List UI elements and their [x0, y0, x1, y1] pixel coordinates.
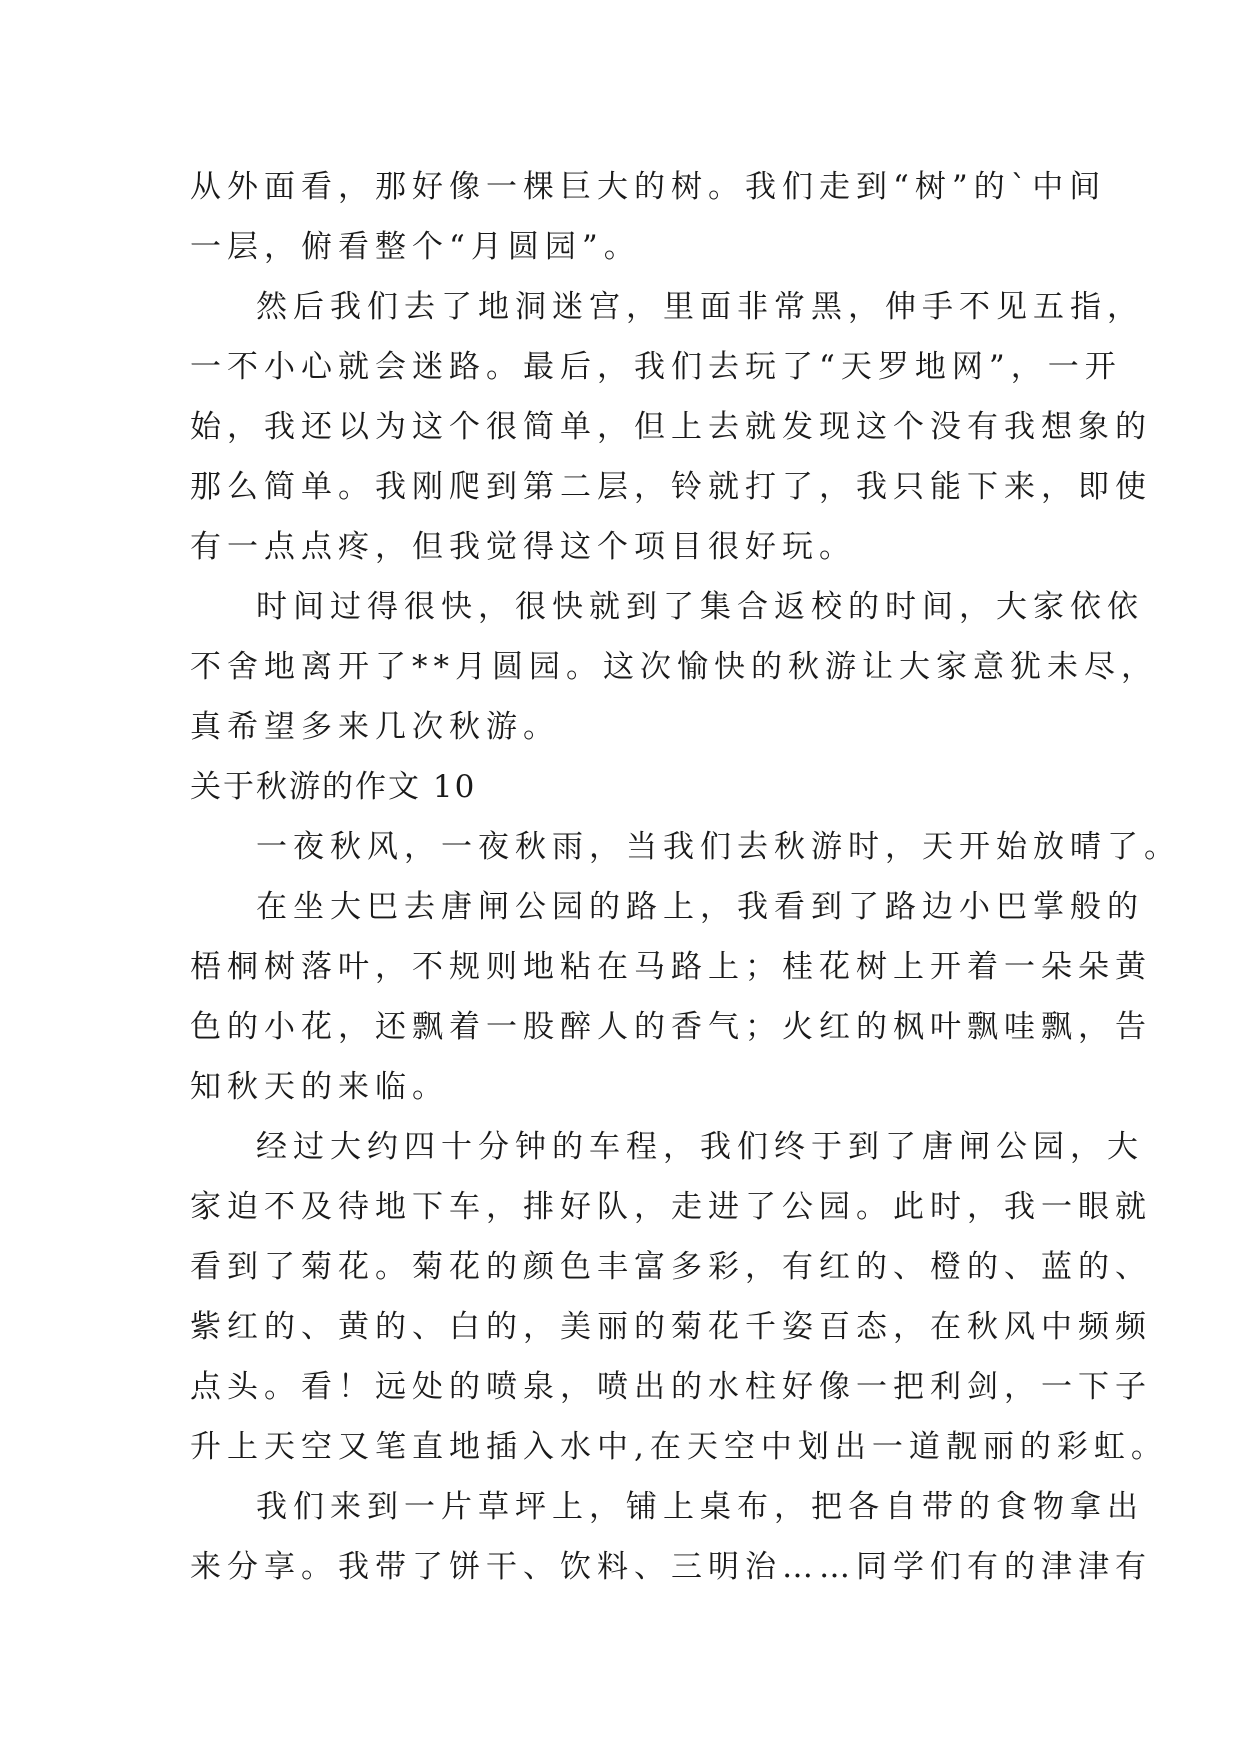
- text-line: 家迫不及待地下车，排好队，走进了公园。此时，我一眼就: [190, 1189, 1152, 1225]
- text-line: 不舍地离开了**月圆园。这次愉快的秋游让大家意犹未尽，: [190, 649, 1158, 685]
- text-line: 点头。看！远处的喷泉，喷出的水柱好像一把利剑，一下子: [190, 1369, 1152, 1405]
- text-line: 来分享。我带了饼干、饮料、三明治……同学们有的津津有: [190, 1549, 1152, 1585]
- text-line: 然后我们去了地洞迷宫，里面非常黑，伸手不见五指，: [256, 289, 1144, 325]
- text-line: 时间过得很快，很快就到了集合返校的时间，大家依依: [256, 589, 1144, 625]
- text-line: 看到了菊花。菊花的颜色丰富多彩，有红的、橙的、蓝的、: [190, 1249, 1152, 1285]
- text-line: 一层，俯看整个“月圆园”。: [190, 229, 641, 265]
- text-line: 从外面看，那好像一棵巨大的树。我们走到“树”的`中间: [190, 169, 1107, 205]
- text-line: 我们来到一片草坪上，铺上桌布，把各自带的食物拿出: [256, 1489, 1144, 1525]
- text-line: 有一点点疼，但我觉得这个项目很好玩。: [190, 529, 856, 565]
- text-line: 始，我还以为这个很简单，但上去就发现这个没有我想象的: [190, 409, 1152, 445]
- essay-body: [190, 157, 1181, 1597]
- text-line: 在坐大巴去唐闸公园的路上，我看到了路边小巴掌般的: [256, 889, 1144, 925]
- text-line: 紫红的、黄的、白的，美丽的菊花千姿百态，在秋风中频频: [190, 1309, 1152, 1345]
- text-line: 一夜秋风，一夜秋雨，当我们去秋游时，天开始放晴了。: [256, 829, 1181, 865]
- section-heading: 关于秋游的作文 10: [190, 769, 477, 805]
- text-line: 色的小花，还飘着一股醉人的香气；火红的枫叶飘哇飘，告: [190, 1009, 1152, 1045]
- text-line: 经过大约四十分钟的车程，我们终于到了唐闸公园，大: [256, 1129, 1144, 1165]
- text-line: 真希望多来几次秋游。: [190, 709, 560, 745]
- text-line: 一不小心就会迷路。最后，我们去玩了“天罗地网”，一开: [190, 349, 1122, 385]
- text-line: 知秋天的来临。: [190, 1069, 449, 1105]
- text-line: 那么简单。我刚爬到第二层，铃就打了，我只能下来，即使: [190, 469, 1152, 505]
- text-line: 升上天空又笔直地插入水中,在天空中划出一道靓丽的彩虹。: [190, 1429, 1168, 1465]
- text-line: 梧桐树落叶，不规则地粘在马路上；桂花树上开着一朵朵黄: [190, 949, 1152, 985]
